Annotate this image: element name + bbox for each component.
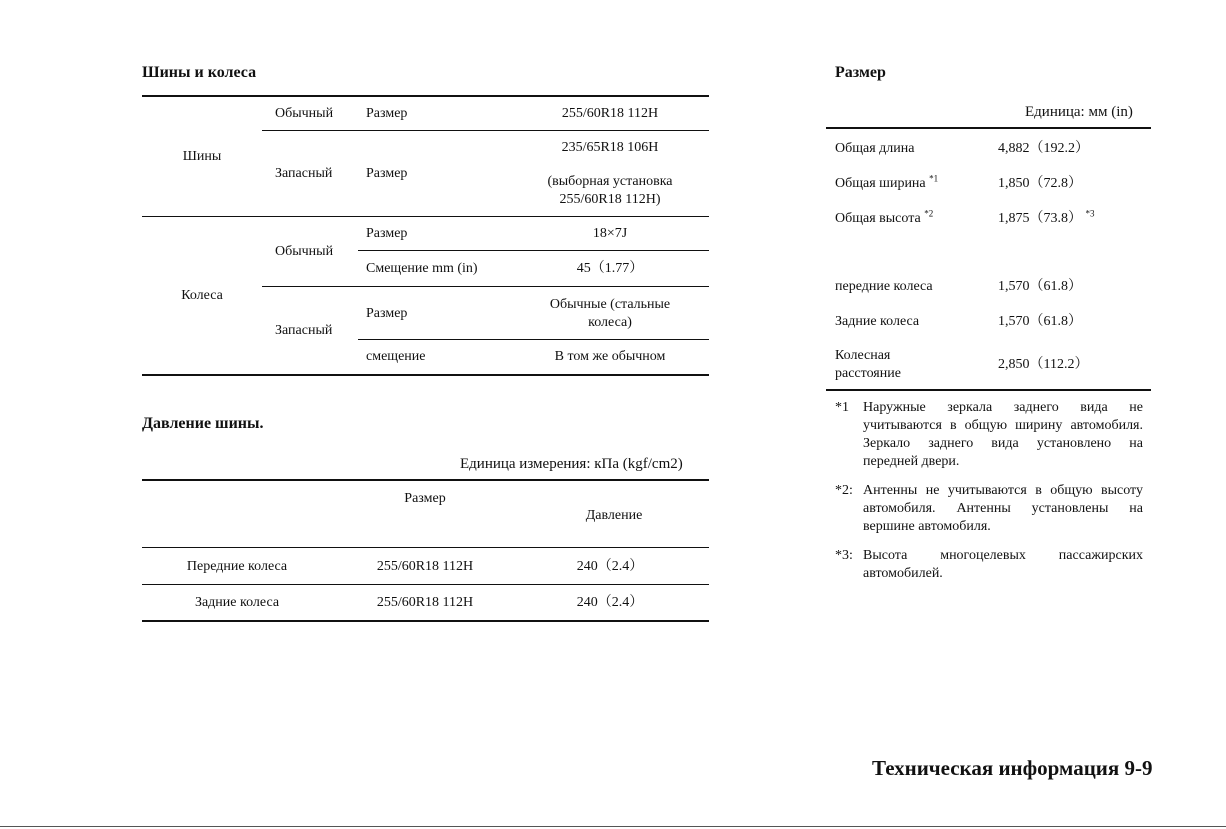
pressure-title: Давление шины. [142,415,264,432]
wheels-normal-type: Обычный [275,244,334,259]
table-top-rule [142,95,709,97]
table-bottom-rule [142,620,709,622]
row-divider [142,584,709,585]
dim-front-track-label: передние колеса [835,279,933,294]
pressure-header-pressure: Давление [585,508,643,523]
tires-normal-param: Размер [366,106,408,121]
row-divider [262,286,709,287]
footnote [835,547,1145,587]
wheels-spare-offset-param: смещение [366,349,426,364]
dim-width-label: Общая ширина $^{*1}$ [835,173,939,191]
footnote-mark: *3: [835,548,853,563]
footnote [835,399,1145,473]
row-divider [358,250,709,251]
footnote-text: Антенны не учитываются в общую высоту автомобиля. Антенны установлены на вершине автомобиля. [863,483,1143,534]
row-divider [358,339,709,340]
pressure-row-front-position: Передние колеса [186,559,288,574]
footnote-ref: *1 [929,173,939,184]
pressure-row-front-size: 255/60R18 112H [376,559,474,574]
footnote-text: Наружные зеркала заднего вида не учитываются в общую ширину автомобиля. Зеркало заднего вида установлено на передней двери. [863,400,1143,469]
wheels-normal-offset-param: Смещение mm (in) [366,261,478,276]
tires-wheels-title: Шины и колеса [142,64,257,81]
wheels-spare-size-param: Размер [366,306,408,321]
wheels-spare-offset-value: В том же обычном [554,349,666,364]
page-bottom-rule [0,826,1226,827]
page-footer-label: Техническая информация 9-9 [872,756,1153,780]
dim-wheelbase-label: Колесная расстояние [835,348,901,381]
dim-wheelbase-value: 2,850（112.2） [998,357,1089,372]
dim-width-value: 1,850（72.8） [998,176,1082,191]
wheels-normal-offset-value: 45（1.77） [576,261,644,276]
footnote-mark: *1 [835,400,849,415]
tires-spare-value-optional: (выборная установка 255/60R18 112H) [547,174,673,207]
dim-front-track-value: 1,570（61.8） [998,279,1082,294]
group-divider [142,216,709,217]
dim-rear-track-value: 1,570（61.8） [998,314,1082,329]
group-tires: Шины [182,149,222,164]
tires-spare-value: 235/65R18 106H [561,140,659,155]
table-top-rule [826,127,1151,129]
dim-height-value: 1,875（73.8） $^{*3}$ [998,208,1095,226]
table-bottom-rule [826,389,1151,391]
dim-rear-track-label: Задние колеса [835,314,920,329]
pressure-row-front-value: 240（2.4） [576,559,644,574]
footnote-mark: *2: [835,483,853,498]
wheels-normal-size-param: Размер [366,226,408,241]
footnote-ref: *2 [924,208,934,219]
table-top-rule [142,479,709,481]
dimensions-title: Размер [835,64,886,81]
footnote-text: Высота многоцелевых пассажирских автомобилей. [863,548,1143,581]
tires-spare-param: Размер [366,166,408,181]
footnote [835,482,1145,538]
table-bottom-rule [142,374,709,376]
header-divider [142,547,709,548]
wheels-normal-size-value: 18×7J [592,226,628,241]
group-wheels: Колеса [181,288,223,303]
wheels-spare-type: Запасный [275,323,333,338]
row-divider [262,130,709,131]
dim-length-value: 4,882（192.2） [998,141,1089,156]
pressure-row-rear-value: 240（2.4） [576,595,644,610]
tires-spare-type: Запасный [275,166,333,181]
dimensions-unit: Единица: мм (in) [1025,104,1133,120]
pressure-unit: Единица измерения: кПа (kgf/cm2) [460,456,683,472]
tires-normal-type: Обычный [275,106,334,121]
dim-height-label: Общая высота $^{*2}$ [835,208,934,226]
tires-normal-value: 255/60R18 112H [561,106,659,121]
dim-length-label: Общая длина [835,141,915,156]
footnote-ref: *3 [1085,208,1095,219]
wheels-spare-size-value: Обычные (стальные колеса) [549,297,671,330]
pressure-header-size: Размер [404,491,446,506]
pressure-row-rear-size: 255/60R18 112H [376,595,474,610]
pressure-row-rear-position: Задние колеса [194,595,280,610]
